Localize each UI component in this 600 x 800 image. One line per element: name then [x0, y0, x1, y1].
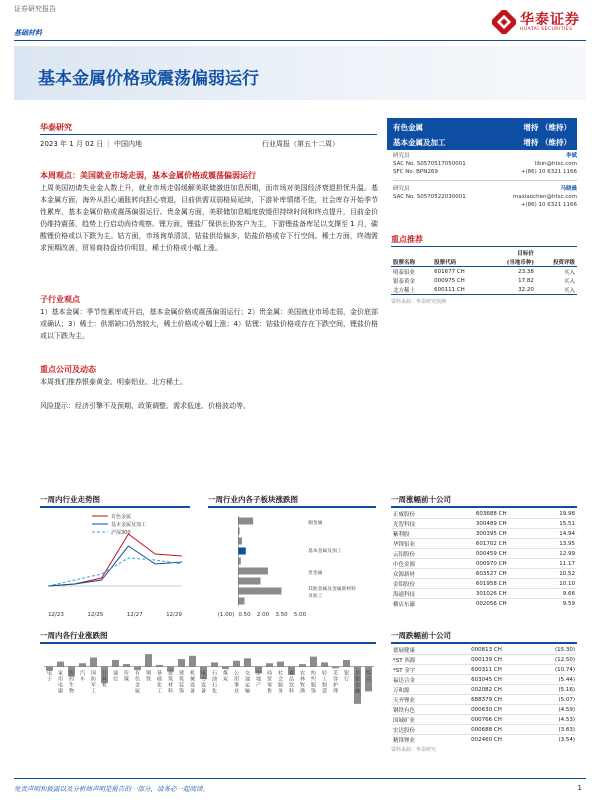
footer-disclaimer: 免责声明和披露以及分析师声明是报告的一部分，请务必一起阅读。	[14, 785, 209, 793]
category-label: 建筑材料	[167, 670, 174, 695]
table-row	[391, 705, 577, 715]
table-row	[391, 509, 577, 519]
stock-name: 银泰黄金	[393, 278, 416, 285]
panel-rule	[391, 506, 577, 508]
bar	[238, 558, 240, 565]
change-pct: 12.99	[559, 550, 575, 557]
stock-code: 002056 CH	[475, 600, 507, 607]
change-pct: (5.16)	[558, 686, 575, 693]
x-tick-label: 5.00	[293, 612, 307, 618]
subviews-body: 1）基本金属：季节性累库或开启，基本金属价格或震荡偏弱运行；2）贵金属：美国就业市场走弱，金价底部或确认；3）稀土：供需缺口仍然较大，稀土价格或小幅上涨；4）钴锂：钴盐价格或存在下跌空间，锂盐价格或以下跌为主。	[40, 308, 378, 340]
stock-name: 天齐锂业	[393, 697, 416, 704]
stock-code: 688379 CH	[471, 696, 502, 703]
footer-rule	[14, 778, 586, 779]
analyst-card	[393, 152, 577, 176]
legend-label: 有色金属	[111, 514, 132, 520]
rating-row	[387, 133, 577, 148]
stock-name: 钢铁有色	[393, 707, 416, 714]
risk-warning: 风险提示：经济引擎不及预期、政策调整、需求低迷、价格波动等。	[40, 402, 250, 410]
rating: 买入	[563, 278, 575, 285]
rating-box	[387, 118, 577, 150]
analyst-phone: +(86) 10 6321 1166	[520, 202, 577, 208]
analyst-role: 研究员	[393, 186, 410, 192]
analyst-card	[393, 185, 577, 209]
stock-code: 603527 CH	[475, 570, 507, 577]
table-row	[391, 665, 577, 675]
bar	[233, 661, 240, 667]
stock-name: 光智科技	[393, 521, 416, 528]
category-label: 基本金属及加工	[308, 549, 342, 554]
table-row	[391, 579, 577, 589]
bar	[343, 660, 350, 667]
bar	[238, 598, 244, 605]
table-row	[391, 725, 577, 735]
top-up-table	[391, 509, 577, 608]
bar	[321, 662, 328, 666]
stock-name: 宏达股份	[393, 727, 416, 734]
bar	[244, 658, 251, 666]
table-row	[391, 685, 577, 695]
category-label: 铜金属	[308, 521, 323, 526]
companies-body: 本周我们推荐银泰黄金、明泰铝业、北方稀土。	[40, 378, 187, 386]
stock-code: 000813 CH	[471, 646, 502, 653]
table-row	[391, 539, 577, 549]
x-tick-label: 12/29	[166, 612, 182, 618]
category-label: 及加工	[308, 594, 323, 599]
rating-sector: 基本金属及加工	[393, 138, 446, 147]
change-pct: (10.74)	[554, 666, 575, 673]
stock-name: *ST 金宇	[393, 667, 416, 674]
top-down-table	[391, 645, 577, 753]
recommend-source: 资料来源：华泰研究预测	[391, 299, 447, 305]
category-label: 传媒	[123, 670, 130, 683]
stock-name: 精锋锂业	[393, 737, 416, 744]
meta-sep: |	[107, 140, 110, 148]
rating-row	[387, 118, 577, 133]
bar	[79, 663, 86, 666]
category-label: 医药生物	[68, 670, 75, 695]
bar	[299, 664, 306, 666]
stock-code: 300395 CH	[475, 530, 507, 537]
stock-name: *ST 西源	[393, 657, 416, 664]
category-label: 银行	[343, 670, 350, 683]
stock-code: 601958 CH	[475, 580, 507, 587]
trend-heading: 一周内行业走势图	[40, 495, 100, 504]
rating-sector: 有色金属	[393, 123, 423, 132]
category-label: 轻工制造	[321, 670, 328, 695]
category-label: 家用电器	[57, 670, 64, 695]
top-up-heading: 一周涨幅前十公司	[391, 495, 451, 504]
change-pct: 10.10	[559, 580, 575, 587]
category-label: 煤炭	[222, 670, 229, 683]
stock-name: 紫利股	[393, 531, 410, 538]
table-row	[391, 276, 577, 285]
stock-code: 000970 CH	[475, 560, 507, 567]
report-type: 证券研究报告	[14, 5, 56, 13]
panel-rule	[391, 642, 577, 644]
analyst-email[interactable]: libin@htsc.com	[534, 161, 577, 167]
stock-code: 601702 CH	[475, 540, 507, 547]
category-label: 食品饮料	[288, 670, 295, 695]
col-header: (当地币种)	[506, 259, 534, 266]
analyst-sfc: SFC No. BPN269	[393, 169, 438, 175]
top-down-source: 资料来源：华泰研究	[391, 747, 437, 753]
category-label: 公用事业	[233, 670, 240, 695]
change-pct: (3.63)	[558, 726, 575, 733]
header-rule	[14, 40, 586, 41]
subsector-heading: 一周行业内各子板块涨跌图	[208, 495, 298, 504]
category-label: 交通运输	[244, 670, 251, 695]
legend-label: 沪深300	[111, 530, 131, 536]
stock-name: 云铝股份	[393, 551, 416, 558]
bar	[238, 588, 281, 595]
target-price: 23.38	[518, 268, 534, 275]
stock-name: 明泰铝业	[393, 269, 416, 276]
col-header: 股票代码	[434, 259, 457, 266]
stock-code: 603688 CH	[475, 510, 507, 517]
report-region: 中国内地	[114, 140, 142, 148]
category-label: 社会服务	[277, 670, 284, 695]
analyst-phone: +(86) 10 6321 1166	[520, 169, 577, 175]
brand-name-en: HUATAI SECURITIES	[520, 26, 573, 32]
stock-name: 中色金源	[393, 561, 416, 568]
category-label: 电力设备	[200, 670, 207, 695]
stock-code: 000630 CH	[471, 706, 502, 713]
stock-name: 金钼股份	[393, 581, 416, 588]
change-pct: (15.30)	[554, 646, 575, 653]
table-row	[391, 285, 577, 295]
subsector-bar-chart	[208, 510, 378, 620]
bar	[222, 667, 229, 669]
analyst-sac: SAC No. S0570517050001	[393, 161, 466, 167]
rating-value: 增持 （维持）	[523, 123, 571, 132]
stock-code: 000688 CH	[471, 726, 502, 733]
change-pct: 9.59	[562, 600, 575, 607]
x-tick-label: 12/27	[126, 612, 143, 618]
category-label: 建筑装饰	[178, 670, 185, 695]
category-label: 有色金属	[134, 670, 141, 695]
bar	[238, 518, 253, 525]
bar	[211, 662, 218, 666]
stock-code: 603045 CH	[471, 676, 502, 683]
stock-name: 众源新材	[393, 571, 416, 578]
bar	[238, 568, 268, 575]
change-pct: (12.50)	[554, 656, 575, 663]
category-label: 基础化工	[156, 670, 163, 695]
panel-rule	[208, 506, 376, 508]
panel-rule	[40, 642, 376, 644]
bar	[57, 662, 64, 667]
stock-name: 国城矿业	[393, 717, 416, 724]
views-heading: 本周观点：美国就业市场走弱，基本金属价格或震荡偏弱运行	[40, 171, 256, 180]
stock-name: 北方稀土	[393, 287, 416, 294]
stock-code: 000975 CH	[434, 277, 465, 284]
category-label: 贵金属	[308, 571, 323, 576]
category-label: 农林牧渔	[299, 670, 306, 695]
table-row	[391, 529, 577, 539]
bar	[238, 538, 242, 545]
table-row	[391, 599, 577, 609]
target-price: 32.20	[518, 286, 534, 293]
stock-code: 300489 CH	[475, 520, 507, 527]
analyst-sac: SAC No. S0570522030001	[393, 194, 466, 200]
bar	[238, 578, 260, 585]
table-row	[391, 569, 577, 579]
bar	[178, 659, 185, 666]
category-label: 电子	[46, 670, 53, 683]
change-pct: 9.66	[562, 590, 575, 597]
x-tick-label: 2.00	[256, 612, 270, 618]
category-label: 其他金属及金属新材料	[308, 587, 356, 592]
category-label: 钢铁	[145, 670, 152, 683]
bar	[134, 667, 141, 670]
change-pct: 15.51	[559, 520, 575, 527]
rating: 买入	[563, 269, 575, 276]
analyst-email[interactable]: maxiaochen@htsc.com	[512, 194, 577, 200]
stock-code: 601677 CH	[434, 268, 465, 275]
category-label: 汽车	[79, 670, 86, 683]
change-pct: 19.98	[559, 510, 575, 517]
top-down-heading: 一周跌幅前十公司	[391, 631, 451, 640]
stock-name: 横店东磁	[393, 601, 416, 608]
change-pct: (4.59)	[558, 706, 575, 713]
category-label: 非银金融	[354, 670, 361, 695]
analyst-name: 马晓晨	[560, 186, 577, 192]
meta-rule	[40, 134, 377, 135]
category-label: 房地产	[255, 670, 262, 689]
table-row	[391, 675, 577, 685]
category-label: 国防军工	[90, 670, 97, 695]
analyst-role: 研究员	[393, 153, 410, 159]
stock-name: 正威股份	[393, 511, 416, 518]
table-row	[391, 589, 577, 599]
category-label: 商贸零售	[266, 670, 273, 695]
bar	[277, 662, 284, 667]
change-pct: (5.44)	[558, 676, 575, 683]
table-row	[391, 645, 577, 655]
companies-heading: 重点公司及动态	[40, 365, 96, 374]
stock-name: 德展健康	[393, 647, 416, 654]
brand-name-cn: 华泰证券	[520, 11, 580, 28]
report-date: 2023 年 1 月 02 日	[40, 140, 104, 148]
rating: 买入	[563, 287, 575, 294]
table-row	[391, 735, 577, 745]
analyst-name: 李斌	[565, 153, 577, 159]
research-label: 华泰研究	[40, 123, 72, 132]
col-header: 投资评级	[552, 259, 575, 266]
change-pct: (5.07)	[558, 696, 575, 703]
stock-code: 301026 CH	[475, 590, 507, 597]
change-pct: (4.53)	[558, 716, 575, 723]
change-pct: 14.94	[559, 530, 575, 537]
category-label: 纺织服饰	[310, 670, 317, 695]
x-tick-label: 12/23	[48, 612, 64, 618]
table-row	[391, 655, 577, 665]
bar	[189, 656, 196, 667]
category-label: 机械设备	[189, 670, 196, 695]
bar	[310, 657, 317, 667]
page-number: 1	[577, 784, 582, 792]
rating-value: 增持 （维持）	[523, 138, 571, 147]
stock-code: 000139 CH	[471, 656, 502, 663]
bar	[112, 660, 119, 667]
change-pct: 11.17	[559, 560, 575, 567]
views-body: 上周美国初请失业金人数上升，就业市场走弱缓解美联储激进加息预期，而市场对美国经济衰退担忧升温。基本金属方面，海外从担心通胀转向担心衰退，目前供需双弱格局延续，下游补库情绪不佳，社会库存开始季节性累库，基本金属价格或震荡偏弱运行。贵金属方面，美联储加息幅度放缓但持续时间和终点提升，目前金价仍维持震荡，趋势上行启动尚待观察。锂方面，锂盐厂保供长协客户为主，下游锂盐备库足以支撑至 1 月，碳酸锂价格或以下跌为主。钴方面，市场询单清淡，钴盐供给偏多，钴盐价格或存下行空间。稀土方面，终端需求预期改善，贸易商持盘待价明显，稀土价格或小幅上涨。	[40, 184, 378, 252]
x-tick-label: 3.50	[275, 612, 288, 618]
table-row	[391, 549, 577, 559]
table-row	[391, 519, 577, 529]
category-label: 美容护理	[332, 670, 339, 695]
report-kind: 行业周报（第五十二周）	[262, 140, 339, 148]
stock-code: 600311 CH	[471, 666, 502, 673]
table-row	[391, 267, 577, 277]
series-line	[48, 534, 182, 586]
target-price-label: 目标价	[517, 250, 534, 257]
change-pct: (3.54)	[558, 736, 575, 743]
subviews-heading: 子行业观点	[40, 295, 80, 304]
category-label: 通信	[112, 670, 119, 683]
category-label: 综合	[365, 670, 372, 683]
analyst-divider	[393, 180, 577, 181]
recommend-heading: 重点推荐	[391, 235, 423, 244]
change-pct: 13.95	[559, 540, 575, 547]
bar	[266, 663, 273, 666]
x-tick-label: (1.00)	[217, 612, 235, 618]
report-title: 基本金属价格或震荡偏弱运行	[38, 69, 259, 89]
target-price: 17.82	[518, 277, 534, 284]
category-label: 石油石化	[211, 670, 218, 695]
stock-name: 华锋铝业	[393, 541, 416, 548]
trend-line-chart	[40, 510, 190, 620]
table-row	[391, 695, 577, 705]
stock-code: 002460 CH	[471, 736, 502, 743]
huatai-logo-icon	[492, 10, 516, 34]
x-tick-label: 12/25	[87, 612, 104, 618]
brand-logo	[492, 10, 580, 34]
sector-label: 基础材料	[14, 29, 42, 37]
bar	[90, 657, 97, 666]
industry-bar-chart	[40, 646, 378, 766]
bar	[123, 664, 130, 666]
panel-rule	[40, 506, 190, 508]
table-row	[391, 559, 577, 569]
table-row	[391, 715, 577, 725]
x-tick-label: 0.50	[238, 612, 251, 618]
recommend-rule	[391, 246, 577, 247]
legend-label: 基本金属及加工	[111, 522, 147, 528]
category-label: 计算机	[101, 670, 108, 689]
stock-code: 002082 CH	[471, 686, 502, 693]
bar	[238, 548, 245, 555]
stock-name: 福达合金	[393, 677, 416, 684]
stock-code: 600111 CH	[434, 286, 465, 293]
stock-name: 海通科技	[393, 591, 416, 598]
recommend-table	[391, 248, 577, 305]
stock-code: 000459 CH	[475, 550, 507, 557]
bar	[145, 654, 152, 666]
stock-code: 000766 CH	[471, 716, 502, 723]
industry-heading: 一周内各行业涨跌图	[40, 631, 108, 640]
col-header: 股票名称	[393, 259, 416, 266]
stock-name: 万和源	[393, 687, 410, 694]
change-pct: 10.52	[559, 570, 575, 577]
